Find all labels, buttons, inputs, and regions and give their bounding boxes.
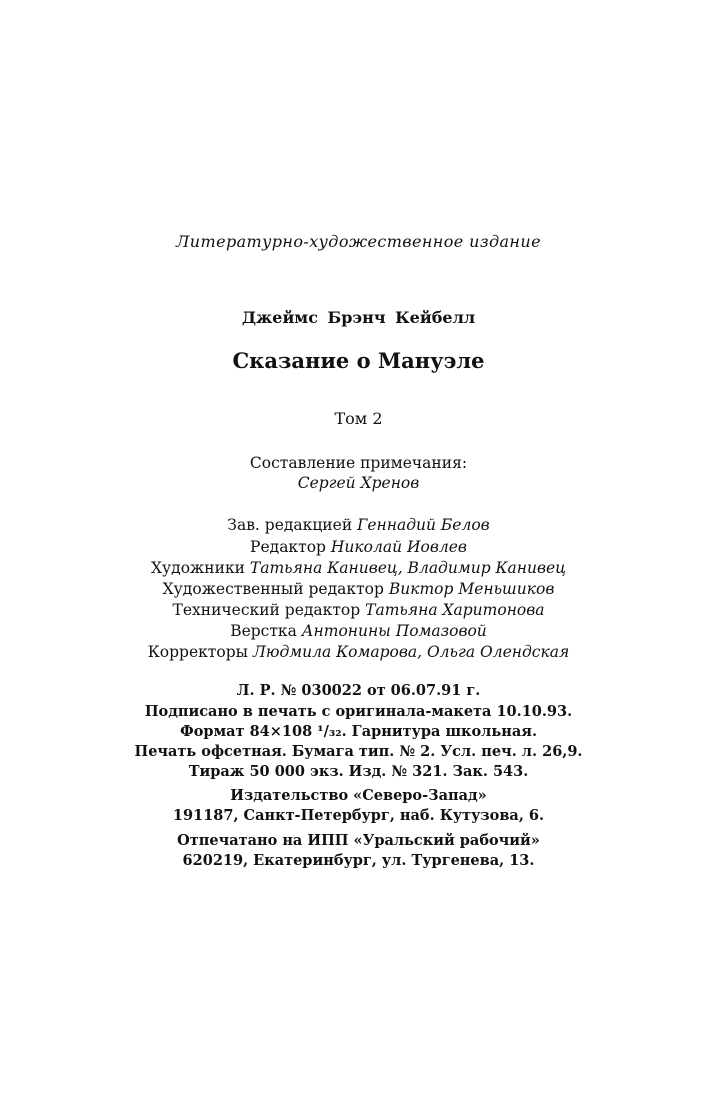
book-title: Сказание о Мануэле [232,348,485,373]
publisher-address: 191187, Санкт-Петербург, наб. Кутузова, 6. [172,807,545,824]
credit-role: Технический редактор [172,601,361,619]
credit-line [0,518,717,534]
credit-role: Художественный редактор [162,580,384,598]
edition-type: Литературно-художественное издание [176,232,541,251]
credit-person: Николай Иовлев [330,538,467,556]
print-run-line: Тираж 50 000 экз. Изд. № 321. Зак. 543. [188,763,529,780]
credit-line [0,624,717,640]
credit-role: Верстка [230,622,297,640]
credit-person: Антонины Помазовой [301,622,487,640]
compilation-role: Составление примечания: [249,454,468,472]
printer-name: Отпечатано на ИПП «Уральский рабочий» [177,832,540,849]
printing-specs-line: Печать офсетная. Бумага тип. № 2. Усл. печ. л. 26,9. [134,743,583,760]
signed-to-print-line: Подписано в печать с оригинала-макета 10.10.93. [144,703,573,720]
credit-person: Людмила Комарова, Ольга Олендская [252,643,570,661]
format-line: Формат 84×108 ¹/₃₂. Гарнитура школьная. [180,723,537,740]
compilation-name: Сергей Хренов [297,474,420,492]
credit-role: Художники [151,559,245,577]
credit-line [0,540,717,556]
credit-person: Татьяна Харитонова [365,601,545,619]
credit-person: Геннадий Белов [357,516,490,534]
credit-line [0,582,717,598]
credit-person: Виктор Меньшиков [388,580,555,598]
credit-role: Редактор [250,538,326,556]
credit-role: Зав. редакцией [227,516,353,534]
printer-address: 620219, Екатеринбург, ул. Тургенева, 13. [182,852,535,869]
publisher-name: Издательство «Северо-Запад» [230,787,487,804]
credit-line [0,561,717,577]
license-line: Л. Р. № 030022 от 06.07.91 г. [236,682,481,699]
book-author: Джеймс Брэнч Кейбелл [241,308,476,327]
credit-line [0,645,717,661]
credit-person: Татьяна Канивец, Владимир Канивец [249,559,566,577]
credit-line [0,603,717,619]
credit-role: Корректоры [147,643,248,661]
volume-number: Том 2 [334,409,383,428]
